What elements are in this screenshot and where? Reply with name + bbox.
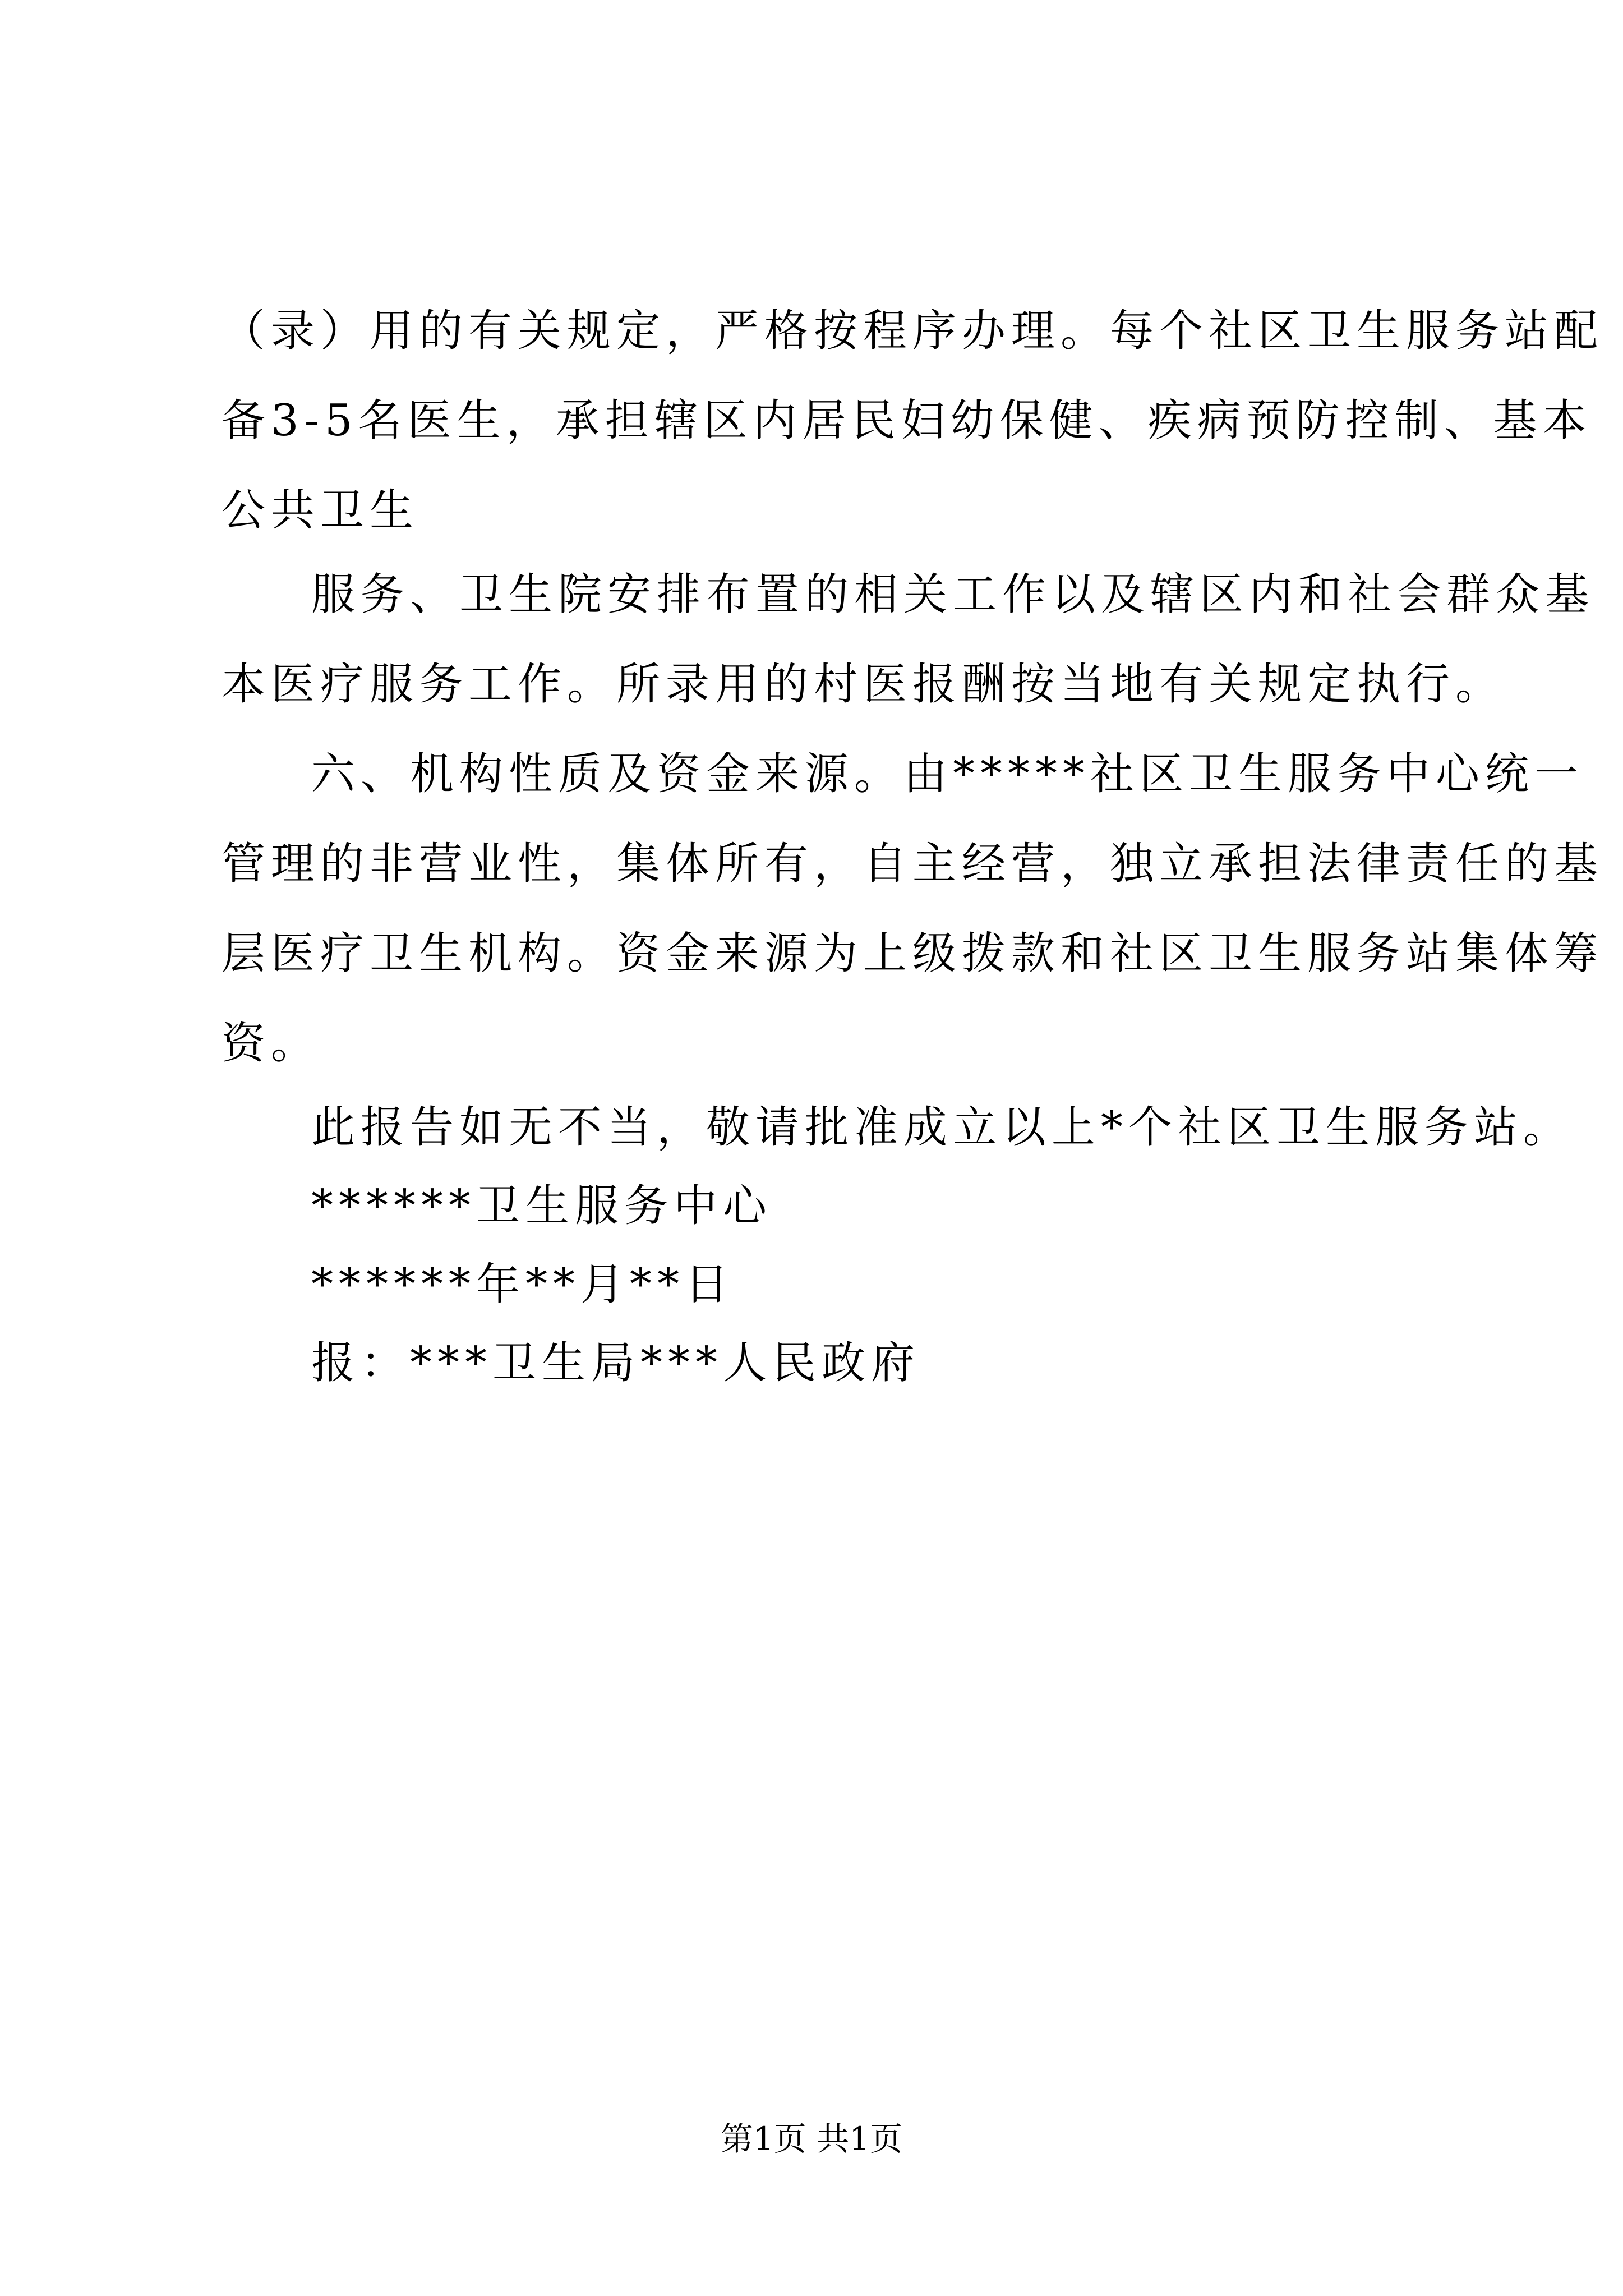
closing-request: 此报告如无不当，敬请批准成立以上*个社区卫生服务站。 — [311, 1102, 1573, 1153]
paragraph-1-line-3: 公共卫生 — [222, 485, 419, 536]
page-footer: 第1页 共1页 — [720, 2120, 903, 2158]
paragraph-3-line-4: 资。 — [222, 1018, 321, 1069]
signature-organization: ******卫生服务中心 — [311, 1181, 773, 1231]
paragraph-2-line-2: 本医疗服务工作。所录用的村医报酬按当地有关规定执行。 — [222, 659, 1505, 710]
paragraph-1-line-1: （录）用的有关规定，严格按程序办理。每个社区卫生服务站配 — [222, 306, 1604, 356]
signature-date: ******年**月**日 — [311, 1259, 735, 1310]
paragraph-2-line-1: 服务、卫生院安排布置的相关工作以及辖区内和社会群众基 — [311, 569, 1595, 620]
paragraph-3-line-1: 六、机构性质及资金来源。由*****社区卫生服务中心统一 — [311, 749, 1584, 799]
report-recipients: 报：***卫生局***人民政府 — [311, 1338, 921, 1388]
paragraph-1-line-2: 备3-5名医生，承担辖区内居民妇幼保健、疾病预防控制、基本 — [222, 395, 1592, 446]
paragraph-3-line-3: 层医疗卫生机构。资金来源为上级拨款和社区卫生服务站集体筹 — [222, 928, 1604, 979]
paragraph-3-line-2: 管理的非营业性，集体所有，自主经营，独立承担法律责任的基 — [222, 839, 1604, 889]
